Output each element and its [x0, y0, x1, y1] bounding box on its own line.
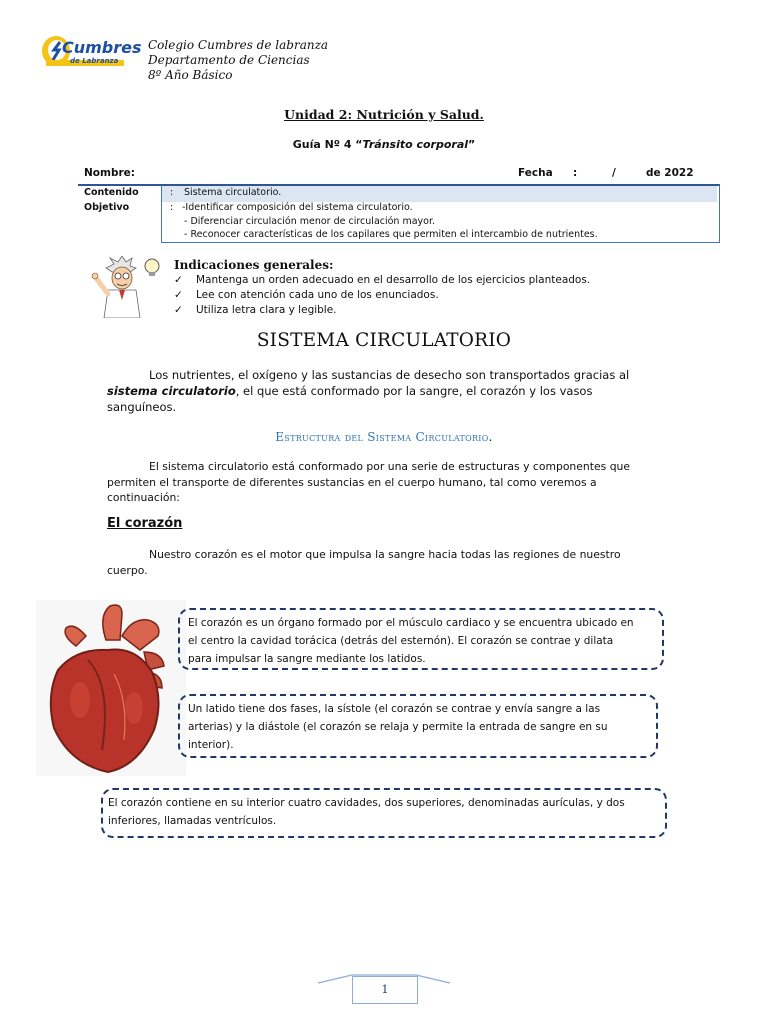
date-slash: /: [612, 167, 616, 179]
objetivo-label: Objetivo: [84, 202, 130, 213]
info-box-cavities: [101, 788, 667, 838]
section-subtitle: [0, 430, 768, 444]
heart-line-2: cuerpo.: [107, 563, 148, 577]
box2-line-2: arterias) y la diástole (el corazón se relaja y permite la entrada de sangre en su: [188, 721, 608, 733]
box2-line-3: interior).: [188, 739, 234, 751]
school-info: [148, 38, 328, 83]
section-subtitle-dot: .: [488, 430, 493, 444]
structure-paragraph: [107, 459, 667, 506]
grade-level: 8º Año Básico: [148, 68, 233, 82]
heart-heading: El corazón: [107, 516, 183, 531]
scientist-illustration: [86, 256, 162, 318]
unit-title: Unidad 2: Nutrición y Salud.: [284, 107, 484, 122]
guide-prefix: Guía Nº 4 “: [292, 138, 363, 151]
guide-name: Tránsito corporal: [362, 138, 469, 151]
intro-line-3: sanguíneos.: [107, 400, 177, 414]
structure-line-2: permiten el transporte de diferentes sustancias en el cuerpo humano, tal como veremos a: [107, 475, 597, 489]
box3-line-1: El corazón contiene en su interior cuatro cavidades, dos superiores, denominadas aurículas, y dos: [108, 797, 625, 809]
objetivo-colon: :: [170, 202, 174, 213]
checkmark-icon: ✓: [174, 289, 183, 301]
box1-line-2: el centro la cavidad torácica (detrás del esternón). El corazón se contrae y dilata: [188, 635, 614, 647]
intro-paragraph: [107, 367, 667, 415]
contenido-value: Sistema circulatorio.: [184, 187, 282, 198]
main-title: SISTEMA CIRCULATORIO: [256, 330, 512, 351]
contenido-colon: :: [170, 187, 174, 198]
indication-item: [174, 304, 337, 316]
footer-ornament: [318, 970, 450, 972]
box1-line-1: El corazón es un órgano formado por el músculo cardiaco y se encuentra ubicado en: [188, 617, 634, 629]
indication-text: Utiliza letra clara y legible.: [196, 304, 337, 316]
box3-line-2: inferiores, llamadas ventrículos.: [108, 815, 277, 827]
structure-line-1: El sistema circulatorio está conformado por una serie de estructuras y componentes que: [149, 460, 631, 473]
page-number: 1: [352, 976, 418, 1004]
guide-title: [0, 138, 768, 151]
checkmark-icon: ✓: [174, 274, 183, 286]
logo-subtext: de Labranza: [70, 57, 119, 65]
name-label: Nombre:: [84, 167, 135, 179]
logo-text: Cumbres: [62, 38, 142, 57]
objetivo-line-3: - Reconocer características de los capilares que permiten el intercambio de nutrientes.: [184, 229, 598, 240]
date-year: de 2022: [646, 167, 694, 179]
contenido-label: Contenido: [84, 187, 139, 198]
indication-item: [174, 289, 439, 301]
department-name: Departamento de Ciencias: [148, 53, 310, 67]
indications-title: Indicaciones generales:: [174, 258, 334, 272]
info-box-heart-organ: [178, 608, 664, 670]
content-objective-table: [78, 184, 720, 242]
guide-suffix: ”: [468, 138, 476, 151]
indication-item: [174, 274, 590, 286]
box1-line-3: para impulsar la sangre mediante los latidos.: [188, 653, 426, 665]
heart-line-1: Nuestro corazón es el motor que impulsa la sangre hacia todas las regiones de nuestro: [149, 548, 621, 561]
indication-text: Lee con atención cada uno de los enunciados.: [196, 289, 439, 301]
intro-line-1: Los nutrientes, el oxígeno y las sustancias de desecho son transportados gracias al: [149, 368, 630, 382]
date-label: Fecha: [518, 167, 553, 179]
school-name: Colegio Cumbres de labranza: [148, 38, 329, 52]
date-colon: :: [573, 167, 578, 179]
school-logo: [40, 34, 142, 70]
indication-text: Mantenga un orden adecuado en el desarrollo de los ejercicios planteados.: [196, 274, 591, 286]
structure-line-3: continuación:: [107, 491, 180, 504]
checkmark-icon: ✓: [174, 304, 183, 316]
objetivo-line-1: -Identificar composición del sistema circulatorio.: [182, 202, 413, 213]
intro-emphasis: sistema circulatorio: [107, 384, 236, 398]
heart-paragraph: [107, 547, 667, 578]
info-box-heartbeat: [178, 694, 658, 758]
intro-line-2: , el que está conformado por la sangre, el corazón y los vasos: [235, 384, 593, 398]
heart-illustration: [36, 600, 186, 776]
section-subtitle-text: Estructura del Sistema Circulatorio: [275, 430, 489, 444]
objetivo-line-2: - Diferenciar circulación menor de circulación mayor.: [184, 216, 436, 227]
box2-line-1: Un latido tiene dos fases, la sístole (el corazón se contrae y envía sangre a las: [188, 703, 601, 715]
